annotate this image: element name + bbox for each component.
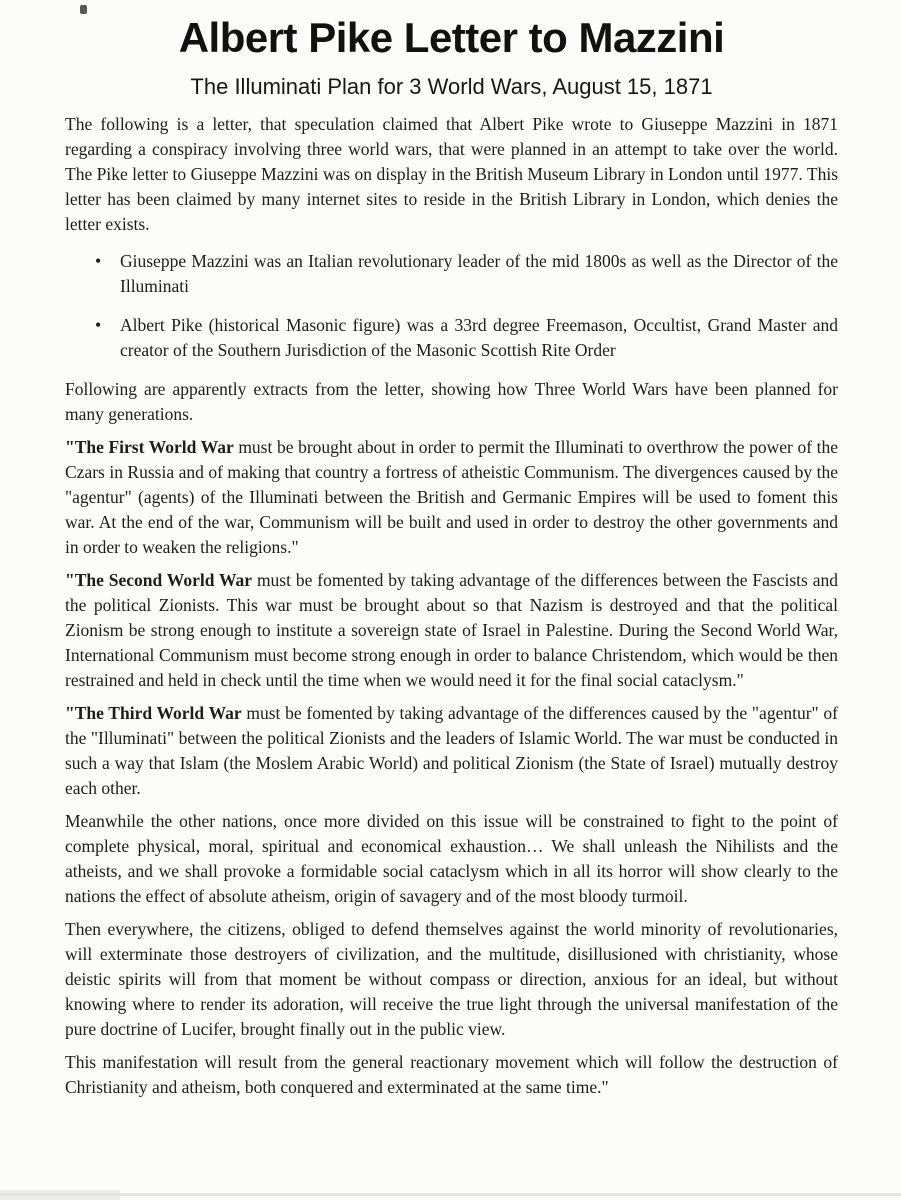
list-item — [65, 249, 838, 299]
paragraph-manifestation — [65, 1050, 838, 1100]
page-title: Albert Pike Letter to Mazzini — [178, 14, 725, 61]
bullet-text-pike: Albert Pike (historical Masonic figure) was a 33rd degree Freemason, Occultist, Grand Master and creator of the Southern Jurisdiction of the Masonic Scottish Rite Order — [120, 315, 838, 361]
paragraph-text: Meanwhile the other nations, once more divided on this issue will be constrained to fight to the point of complete physical, moral, spiritual and economical exhaustion… We shall unleash the Nihilists and the atheists, and we shall provoke a formidable social cataclysm which in all its horror will show clearly to the nations the effect of absolute atheism, origin of savagery and of the most bloody turmoil. — [65, 811, 838, 907]
paragraph-text: This manifestation will result from the general reactionary movement which will follow the destruction of Christianity and atheism, both conquered and exterminated at the same time." — [65, 1052, 838, 1098]
bullet-icon: • — [95, 251, 102, 272]
paragraph-first-world-war — [65, 435, 838, 560]
paragraph-then-everywhere — [65, 917, 838, 1042]
first-world-war-bold: "The First World War — [65, 437, 234, 458]
intro-paragraph: The following is a letter, that speculation claimed that Albert Pike wrote to Giuseppe Mazzini in 1871 regarding a conspiracy involving three world wars, that were planned in an attempt to take over the world. The Pike letter to Giuseppe Mazzini was on display in the British Museum Library in London until 1977. This letter has been claimed by many internet sites to reside in the British Library in London, which denies the letter exists. — [65, 114, 838, 235]
paragraph-text: Then everywhere, the citizens, obliged to defend themselves against the world minority of revolutionaries, will exterminate those destroyers of civilization, and the multitude, disillusioned with christianity, whose deistic spirits will from that moment be without compass or direction, anxious for an ideal, but without knowing where to render its adoration, will receive the true light through the universal manifestation of the pure doctrine of Lucifer, brought finally out in the public view. — [65, 919, 838, 1040]
third-world-war-bold: "The Third World War — [65, 703, 242, 724]
scan-artifact-speck — [80, 5, 87, 14]
paragraph-second-world-war — [65, 568, 838, 693]
list-item — [65, 313, 838, 363]
bullet-list — [65, 249, 838, 363]
paragraph-text: must be fomented by taking advantage of the differences between the Fascists and the political Zionists. This war must be brought about so that Nazism is destroyed and that the political Zionism be strong enough to institute a sovereign state of Israel in Palestine. During the Second World War, International Communism must become strong enough in order to balance Christendom, which would be then restrained and held in check until the time when we would need it for the final social cataclysm." — [65, 570, 838, 691]
bullet-icon: • — [95, 315, 102, 336]
paragraph-text: must be brought about in order to permit the Illuminati to overthrow the power of the Czars in Russia and of making that country a fortress of atheistic Communism. The divergences caused by the "agentur" (agents) of the Illuminati between the British and Germanic Empires will be used to foment this war. At the end of the war, Communism will be built and used in order to destroy the other governments and in order to weaken the religions." — [65, 437, 838, 558]
page-subtitle: The Illuminati Plan for 3 World Wars, August 15, 1871 — [190, 74, 713, 100]
paragraph-text: must be fomented by taking advantage of the differences caused by the "agentur" of the "Illuminati" between the political Zionists and the leaders of Islamic World. The war must be conducted in such a way that Islam (the Moslem Arabic World) and political Zionism (the State of Israel) mutually destroy each other. — [65, 703, 838, 799]
paragraph-third-world-war — [65, 701, 838, 801]
lead-in-paragraph: Following are apparently extracts from the letter, showing how Three World Wars have been planned for many generations. — [65, 379, 838, 425]
second-world-war-bold: "The Second World War — [65, 570, 253, 591]
paragraph-meanwhile — [65, 809, 838, 909]
bullet-text-mazzini: Giuseppe Mazzini was an Italian revolutionary leader of the mid 1800s as well as the Director of the Illuminati — [120, 251, 838, 297]
scan-artifact-bottom-line — [0, 1193, 901, 1196]
